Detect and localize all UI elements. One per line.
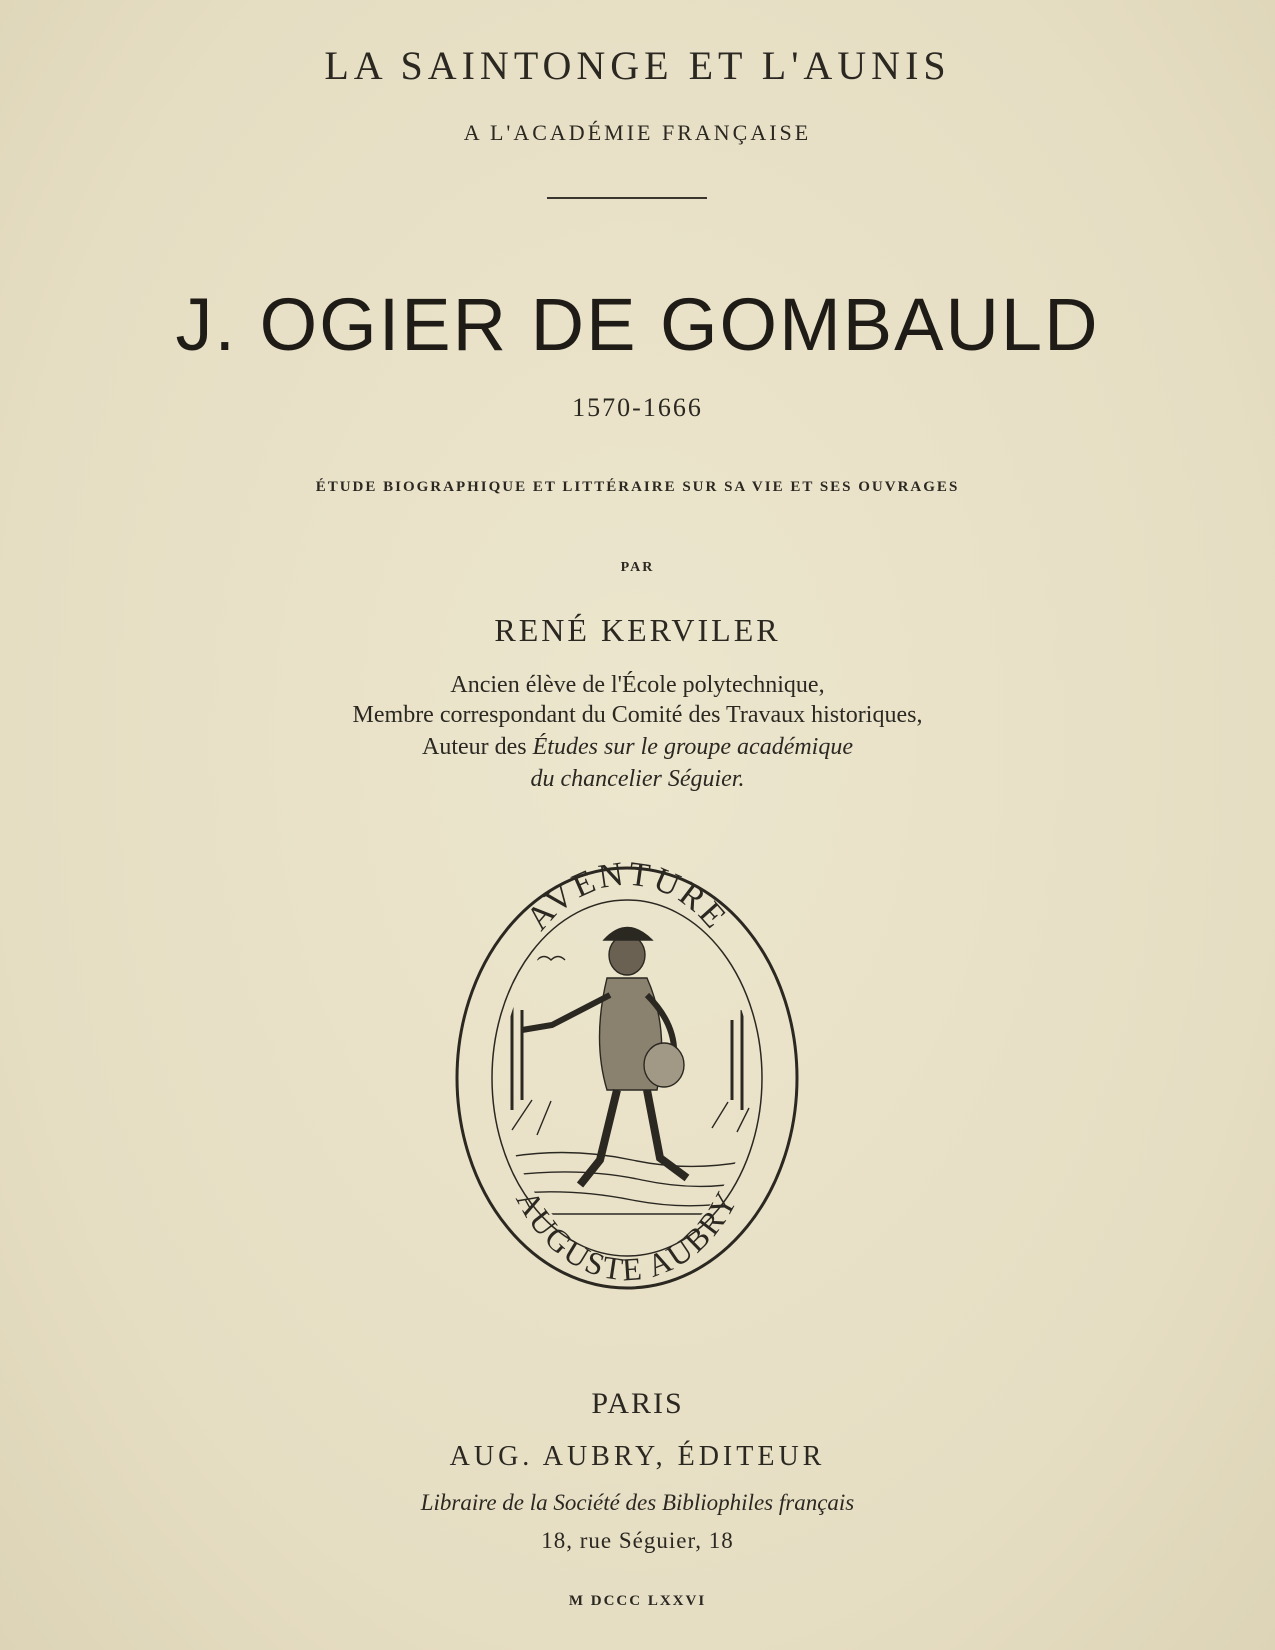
divider-rule [547,197,707,199]
author-credential: Ancien élève de l'École polytechnique, [450,672,825,698]
vignette-name: AUGUSTE AUBRY [509,1184,745,1288]
series-title: LA SAINTONGE ET L'AUNIS [324,43,951,88]
series-subtitle: A L'ACADÉMIE FRANÇAISE [463,120,812,145]
book-subtitle: ÉTUDE BIOGRAPHIQUE ET LITTÉRAIRE SUR SA VIE ET SES OUVRAGES [315,479,960,495]
imprint-bookseller: Libraire de la Société des Bibliophiles français [420,1490,855,1515]
author-credential [0,734,1275,761]
book-title: J. OGIER DE GOMBAULD [175,283,1100,366]
author-name: RENÉ KERVILER [494,612,781,648]
author-credential [0,766,1275,793]
imprint-city: PARIS [591,1387,684,1420]
author-work-title: du chancelier Séguier. [530,766,745,792]
imprint-publisher: AUG. AUBRY, ÉDITEUR [449,1441,826,1472]
imprint-address: 18, rue Séguier, 18 [541,1528,734,1553]
publisher-device-vignette [442,860,812,1300]
author-credential-prefix: Auteur des [421,734,533,760]
vignette-motto: AVENTURE [519,860,735,938]
sower-illustration [492,897,772,1214]
by-label: PAR [620,560,655,575]
author-credential: Membre correspondant du Comité des Travaux historiques, [352,702,923,728]
life-dates: 1570-1666 [572,393,703,422]
imprint-year: M DCCC LXXVI [568,1593,707,1609]
author-work-title: Études sur le groupe académique [532,734,854,760]
